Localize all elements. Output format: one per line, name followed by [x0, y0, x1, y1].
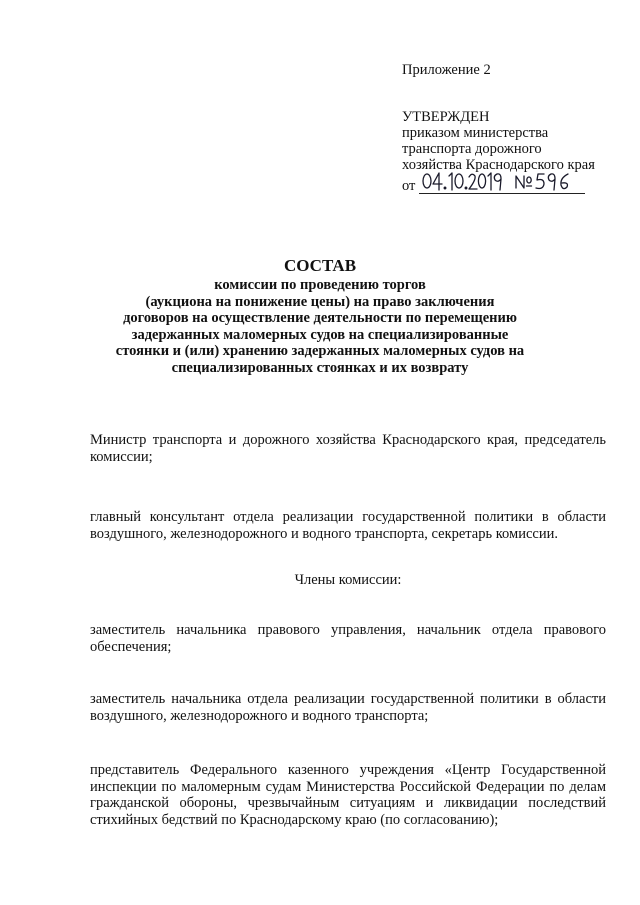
document-heading	[80, 255, 560, 377]
secretary-paragraph: главный консультант отдела реализации государственной политики в области воздушного, железнодорожного и водного транспорта, секретарь комиссии.	[90, 509, 606, 542]
handwritten-number	[514, 170, 574, 192]
members-heading: Члены комиссии:	[294, 572, 402, 588]
chairman-paragraph: Министр транспорта и дорожного хозяйства Краснодарского края, председатель комиссии;	[90, 432, 606, 465]
approval-date-line	[402, 174, 622, 194]
approved-label: УТВЕРЖДЕН	[402, 109, 490, 125]
approval-line-2: транспорта дорожного	[402, 141, 542, 157]
heading-line: задержанных маломерных судов на специализированные	[131, 326, 509, 343]
member-paragraph-3: представитель Федерального казенного учреждения «Центр Государственной инспекции по маломерным судам Министерства Российской Федерации по делам гражданской обороны, чрезвычайным ситуациям и ликвидации последствий стихийных бедствий по Краснодарскому краю (по согласованию);	[90, 762, 606, 828]
appendix-label: Приложение 2	[402, 62, 491, 78]
heading-line: стоянки и (или) хранению задержанных маломерных судов на	[115, 343, 525, 360]
approval-stamp-block	[402, 62, 622, 194]
heading-line: (аукциона на понижение цены) на право заключения	[145, 293, 495, 310]
heading-line: комиссии по проведению торгов	[214, 277, 426, 293]
handwritten-date	[421, 170, 507, 192]
member-paragraph-1: заместитель начальника правового управления, начальник отдела правового обеспечения;	[90, 622, 606, 655]
heading-line: договоров на осуществление деятельности по перемещению	[123, 310, 517, 327]
approval-line-3: хозяйства Краснодарского края	[402, 157, 595, 173]
approval-line-1: приказом министерства	[402, 125, 549, 141]
member-paragraph-2: заместитель начальника отдела реализации государственной политики в области воздушного, железнодорожного и водного транспорта;	[90, 691, 606, 724]
date-prefix: от	[402, 178, 416, 194]
date-underline	[419, 193, 585, 194]
document-title: СОСТАВ	[283, 256, 357, 275]
heading-line: специализированных стоянках и их возврату	[171, 359, 469, 376]
